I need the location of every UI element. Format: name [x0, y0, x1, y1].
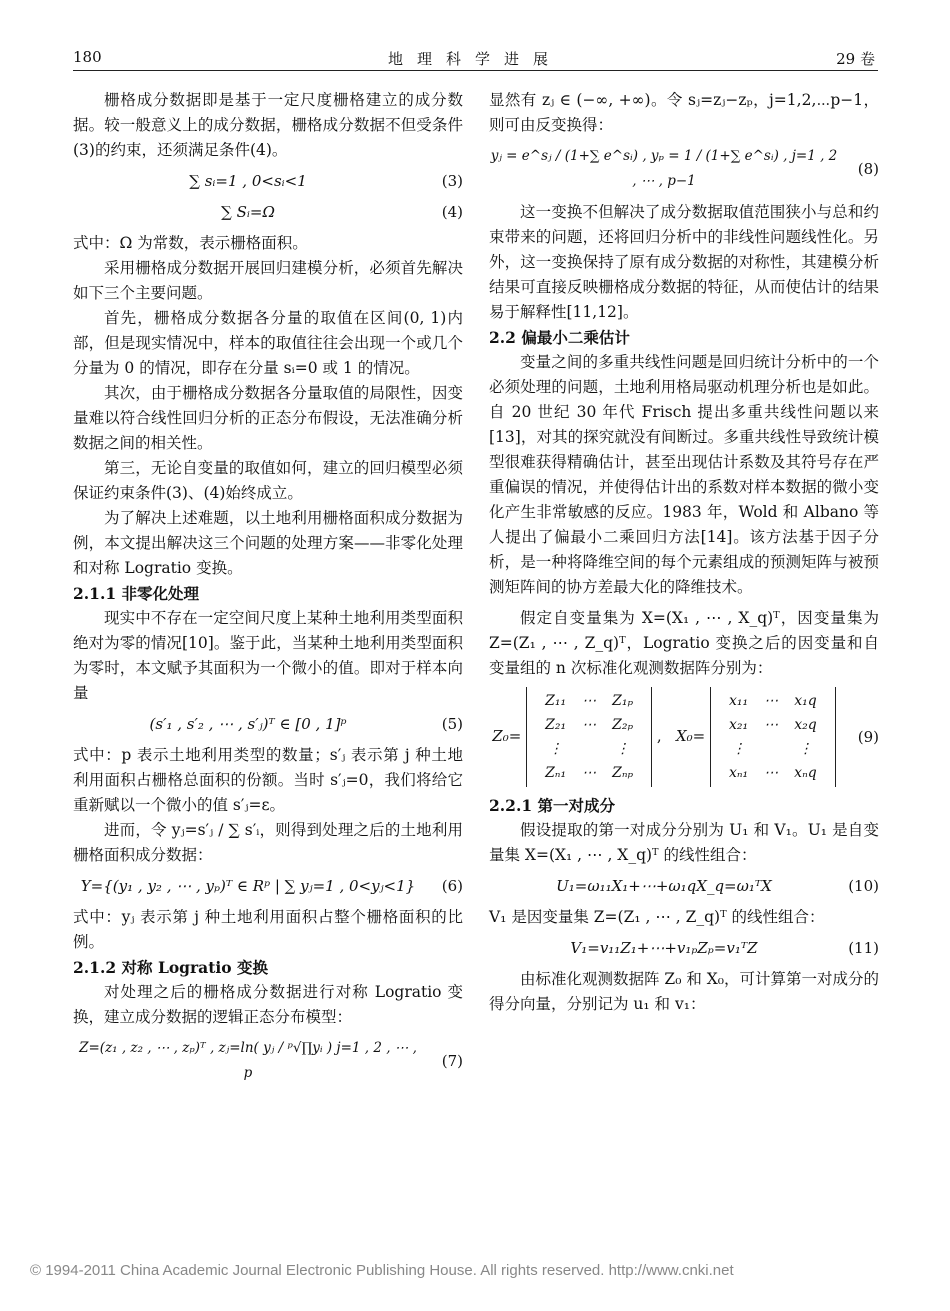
equation-3: [73, 169, 463, 194]
equation-11: [489, 936, 879, 961]
page-number: 180: [73, 48, 102, 66]
paragraph: 栅格成分数据即是基于一定尺度栅格建立的成分数据。较一般意义上的成分数据，栅格成分数据不但受条件(3)的约束，还须满足条件(4)。: [73, 91, 463, 159]
matrix-z: [526, 687, 652, 787]
paragraph: 变量之间的多重共线性问题是回归统计分析中的一个必须处理的问题，土地利用格局驱动机理分析也是如此。自 20 世纪 30 年代 Frisch 提出多重共线性问题以来[13]，对其的探究就没有间断过。多重共线性导致统计模型很难获得精确估计，甚至出现估计系数及其符号存在严重偏误的情况，并使得估计出的系数对样本数据的微小变化产生非常敏感的反应。1983 年，Wold 和 Albano 等人提出了偏最小二乘回归方法[14]。该方法基于因子分析，是一种将降维空间的每个元素组成的预测矩阵与被预测矩阵间的协方差最大化的降维技术。: [489, 353, 879, 596]
matrix-z-cell: Z₂₁: [545, 717, 567, 733]
matrix-x-cell: x₁₁: [729, 693, 749, 709]
matrix-x-cell: xₙ₁: [728, 765, 749, 781]
paragraph: 式中：p 表示土地利用类型的数量；s′ⱼ 表示第 j 种土地利用面积占栅格总面积的份额。当时 s′ⱼ=0，我们将给它重新赋以一个微小的值 s′ⱼ=ε。: [73, 746, 463, 814]
matrix-z-cell: Zₙₚ: [612, 765, 634, 781]
equation-body: ∑ Sᵢ=Ω: [221, 203, 275, 221]
paragraph: 假设提取的第一对成分分别为 U₁ 和 V₁。U₁ 是自变量集 X=(X₁ , ⋯ , X_q)ᵀ 的线性组合：: [489, 821, 879, 864]
paragraph: 第三，无论自变量的取值如何，建立的回归模型必须保证约束条件(3)、(4)始终成立。: [73, 459, 463, 502]
equation-number: (11): [848, 939, 879, 957]
paragraph: 式中：yⱼ 表示第 j 种土地利用面积占整个栅格面积的比例。: [73, 908, 463, 951]
equation-number: (4): [441, 203, 463, 221]
equation-number: (6): [441, 877, 463, 895]
equation-body: (s′₁ , s′₂ , ⋯ , s′ⱼ)ᵀ ∈ [0 , 1]ᵖ: [149, 715, 347, 733]
equation-body: Z=(z₁ , z₂ , ⋯ , zₚ)ᵀ , zⱼ=ln( yⱼ / ᵖ√∏yᵢ ) j=1 , 2 , ⋯ , p: [79, 1040, 417, 1081]
matrix-z-cell: Z₂ₚ: [612, 717, 634, 733]
paragraph: 采用栅格成分数据开展回归建模分析，必须首先解决如下三个主要问题。: [73, 259, 463, 302]
matrix-x-cell: ⋯: [764, 693, 779, 709]
matrix-z-cell: [574, 737, 604, 761]
journal-title: 地理科学进展: [387, 50, 562, 68]
paragraph: 这一变换不但解决了成分数据取值范围狭小与总和约束带来的问题，还将回归分析中的非线性问题线性化。另外，这一变换保持了原有成分数据的对称性，其建模分析结果可直接反映栅格成分数据的特征，从而使估计的结果易于解释性[11,12]。: [489, 203, 879, 321]
matrix-z-cell: ⋮: [548, 741, 563, 757]
matrix-label-z: Z₀=: [492, 727, 522, 745]
matrix-z-cell: ⋯: [582, 717, 597, 733]
section-heading: 2.2 偏最小二乘估计: [489, 328, 630, 347]
section-heading: 2.1.1 非零化处理: [73, 584, 200, 603]
matrix-x-cell: x₂q: [794, 717, 817, 733]
matrix-z-cell: ⋯: [582, 693, 597, 709]
equation-number: (7): [441, 1051, 463, 1070]
equation-body: V₁=v₁₁Z₁+⋯+v₁ₚZₚ=v₁ᵀZ: [570, 939, 758, 957]
equation-6: [73, 874, 463, 899]
matrix-x-cell: ⋮: [798, 741, 813, 757]
equation-number: (5): [441, 715, 463, 733]
paragraph: 式中：Ω 为常数，表示栅格面积。: [73, 234, 308, 252]
matrix-x-cell: ⋯: [764, 765, 779, 781]
equation-body: Y={(y₁ , y₂ , ⋯ , yₚ)ᵀ ∈ Rᵖ | ∑ yⱼ=1 , 0<yⱼ<1}: [80, 877, 416, 895]
equation-7: [73, 1036, 463, 1086]
matrix-x-cell: x₂₁: [729, 717, 749, 733]
right-column: [489, 88, 879, 1017]
section-heading: 2.1.2 对称 Logratio 变换: [73, 958, 269, 977]
matrix-x-cell: [756, 737, 786, 761]
paragraph: 进而，令 yⱼ=s′ⱼ / ∑ s′ᵢ，则得到处理之后的土地利用栅格面积成分数据：: [73, 821, 463, 864]
left-column: [73, 88, 463, 1092]
equation-number: (8): [857, 159, 879, 178]
equation-number: (3): [441, 172, 463, 190]
equation-number: (10): [848, 877, 879, 895]
equation-body: ∑ sᵢ=1 , 0<sᵢ<1: [189, 172, 307, 190]
paragraph: 假定自变量集为 X=(X₁ , ⋯ , X_q)ᵀ，因变量集为 Z=(Z₁ , ⋯ , Z_q)ᵀ，Logratio 变换之后的因变量和自变量组的 n 次标准化观测数据阵分别为：: [489, 609, 879, 677]
matrix-x-cell: ⋯: [764, 717, 779, 733]
page-header: [0, 40, 950, 70]
matrix-z-cell: ⋮: [615, 741, 630, 757]
equation-body: U₁=ω₁₁X₁+⋯+ω₁qX_q=ω₁ᵀX: [556, 877, 772, 895]
paragraph: 现实中不存在一定空间尺度上某种土地利用类型面积绝对为零的情况[10]。鉴于此，当某种土地利用类型面积为零时，本文赋予其面积为一个微小的值。即对于样本向量: [73, 609, 463, 702]
paragraph: V₁ 是因变量集 Z=(Z₁ , ⋯ , Z_q)ᵀ 的线性组合：: [489, 908, 825, 926]
equation-number: (9): [857, 727, 879, 746]
matrix-label-x: X₀=: [675, 727, 706, 745]
matrix-z-cell: Zₙ₁: [545, 765, 567, 781]
paragraph: 显然有 zⱼ ∈ (−∞, +∞)。令 sⱼ=zⱼ−zₚ，j=1,2,⋯p−1，则可由反变换得：: [489, 91, 879, 134]
copyright-footer: © 1994-2011 China Academic Journal Electronic Publishing House. All rights reserved. http://www.cnki.net: [30, 1262, 734, 1279]
paragraph: 为了解决上述难题，以土地利用栅格面积成分数据为例，本文提出解决这三个问题的处理方案——非零化处理和对称 Logratio 变换。: [73, 509, 463, 577]
section-heading: 2.2.1 第一对成分: [489, 796, 616, 815]
matrix-x-cell: xₙq: [794, 765, 817, 781]
matrix-z-cell: Z₁ₚ: [612, 693, 634, 709]
matrix-z-cell: Z₁₁: [545, 693, 567, 709]
equation-10: [489, 874, 879, 899]
matrix-x-cell: x₁q: [794, 693, 817, 709]
matrix-x-cell: ⋮: [731, 741, 746, 757]
matrix-z-cell: ⋯: [582, 765, 597, 781]
paragraph: 其次，由于栅格成分数据各分量取值的局限性，因变量难以符合线性回归分析的正态分布假设，无法准确分析数据之间的相关性。: [73, 384, 463, 452]
header-rule: [73, 70, 878, 71]
equation-5: [73, 712, 463, 737]
equation-body: Z₀= Z₁₁ ⋯ Z₁ₚ Z₂₁ ⋯ Z₂ₚ ⋮ ⋮ Zₙ₁ ⋯ Zₙₚ , X₀= x₁₁ ⋯ x₁q x₂₁ ⋯ x₂q ⋮ ⋮ xₙ₁ ⋯ xₙq: [489, 687, 839, 787]
matrix-x: [710, 687, 836, 787]
equation-8: [489, 144, 879, 194]
paragraph: 对处理之后的栅格成分数据进行对称 Logratio 变换，建立成分数据的逻辑正态分布模型：: [73, 983, 463, 1026]
paragraph: 首先，栅格成分数据各分量的取值在区间(0, 1)内部，但是现实情况中，样本的取值往往会出现一个或几个分量为 0 的情况，即存在分量 sᵢ=0 或 1 的情况。: [73, 309, 463, 377]
equation-9: [489, 687, 879, 787]
equation-body: yⱼ = e^sⱼ / (1+∑ e^sᵢ) , yₚ = 1 / (1+∑ e^sᵢ) , j=1 , 2 , ⋯ , p−1: [490, 148, 838, 189]
equation-4: [73, 200, 463, 225]
volume-label: 29 卷: [836, 50, 875, 68]
paragraph: 由标准化观测数据阵 Z₀ 和 X₀，可计算第一对成分的得分向量，分别记为 u₁ 和 v₁：: [489, 970, 880, 1013]
